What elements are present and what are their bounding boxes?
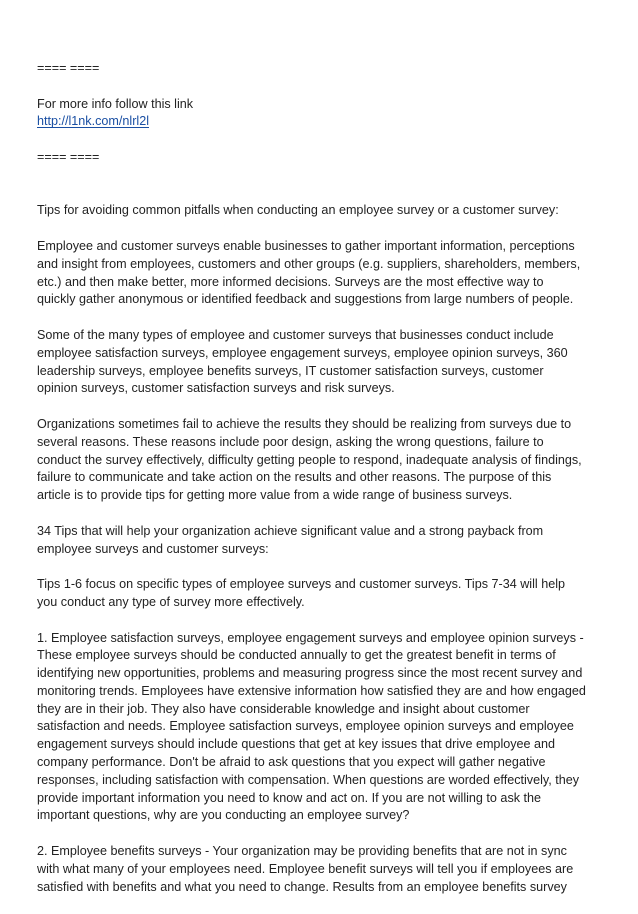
paragraph bbox=[37, 416, 607, 505]
paragraph bbox=[37, 327, 607, 398]
spacer bbox=[37, 78, 607, 96]
paragraph-line: identifying new opportunities, problems and measuring progress since the most recent survey and bbox=[37, 666, 583, 681]
paragraph-line: article is to provide tips for getting more value from a wide range of business surveys. bbox=[37, 488, 513, 503]
paragraph-line: satisfied with benefits and what you need to change. Results from an employee benefits survey bbox=[37, 879, 567, 894]
paragraph-line: employee surveys and customer surveys: bbox=[37, 541, 269, 556]
paragraph-line: These employee surveys should be conducted annually to get the greatest benefit in terms of bbox=[37, 648, 556, 663]
paragraph-line: responses, including satisfaction with compensation. When questions are worded effectively, they bbox=[37, 772, 580, 787]
more-info-link[interactable]: http://l1nk.com/nlrl2l bbox=[37, 114, 149, 129]
paragraph bbox=[37, 238, 607, 309]
spacer bbox=[37, 167, 607, 203]
paragraph-line: and insight from employees, customers and other groups (e.g. suppliers, shareholders, members, bbox=[37, 256, 581, 271]
separator-top: ==== ==== bbox=[37, 61, 100, 75]
paragraph bbox=[37, 630, 607, 826]
article-body bbox=[37, 202, 607, 896]
paragraph-line: Organizations sometimes fail to achieve the results they should be realizing from surveys due to bbox=[37, 416, 572, 431]
paragraph-line: failure to communicate and take action on the results and other reasons. The purpose of this bbox=[37, 470, 552, 485]
paragraph bbox=[37, 843, 607, 896]
paragraph-line: conduct the survey effectively, difficulty getting people to respond, inadequate analysis of findings, bbox=[37, 452, 582, 467]
paragraph bbox=[37, 576, 607, 612]
paragraph-line: Tips for avoiding common pitfalls when conducting an employee survey or a customer survey: bbox=[37, 203, 559, 218]
paragraph-line: quickly gather anonymous or identified feedback and suggestions from large numbers of people. bbox=[37, 292, 574, 307]
paragraph-line: you conduct any type of survey more effectively. bbox=[37, 594, 305, 609]
paragraph-line: they are in their job. They also have considerable knowledge and insight about customer bbox=[37, 701, 530, 716]
paragraph-line: 1. Employee satisfaction surveys, employee engagement surveys and employee opinion surveys - bbox=[37, 630, 584, 645]
separator-bottom: ==== ==== bbox=[37, 149, 100, 164]
paragraph-line: engagement surveys should include questions that get at key issues that drive employee and bbox=[37, 737, 556, 752]
paragraph-line: important questions, why are you conducting an employee survey? bbox=[37, 808, 410, 823]
document-page bbox=[37, 60, 607, 914]
paragraph-line: employee satisfaction surveys, employee engagement surveys, employee opinion surveys, 360 bbox=[37, 345, 568, 360]
paragraph-line: Some of the many types of employee and customer surveys that businesses conduct include bbox=[37, 327, 554, 342]
paragraph-line: provide important information you need to know and act on. If you are not willing to ask the bbox=[37, 790, 542, 805]
paragraph-line: 2. Employee benefits surveys - Your organization may be providing benefits that are not in sync bbox=[37, 844, 567, 859]
paragraph-line: company performance. Don't be afraid to ask questions that you expect will gather negative bbox=[37, 755, 546, 770]
spacer bbox=[37, 131, 607, 149]
paragraph bbox=[37, 523, 607, 559]
paragraph-line: several reasons. These reasons include poor design, asking the wrong questions, failure to bbox=[37, 434, 544, 449]
paragraph-line: Employee and customer surveys enable businesses to gather important information, perceptions bbox=[37, 238, 575, 253]
paragraph-line: opinion surveys, customer satisfaction surveys and risk surveys. bbox=[37, 381, 395, 396]
paragraph-line: with what many of your employees need. Employee benefit surveys will tell you if employees are bbox=[37, 861, 574, 876]
paragraph-line: 34 Tips that will help your organization achieve significant value and a strong payback from bbox=[37, 523, 544, 538]
paragraph-line: satisfaction and needs. Employee satisfaction surveys, employee opinion surveys and employee bbox=[37, 719, 574, 734]
paragraph-line: leadership surveys, employee benefits surveys, IT customer satisfaction surveys, customer bbox=[37, 363, 544, 378]
paragraph-line: Tips 1-6 focus on specific types of employee surveys and customer surveys. Tips 7-34 will help bbox=[37, 577, 566, 592]
paragraph-line: monitoring trends. Employees have extensive information how satisfied they are and how engaged bbox=[37, 683, 586, 698]
paragraph-line: etc.) and then make better, more informed decisions. Surveys are the most effective way to bbox=[37, 274, 544, 289]
more-info-text: For more info follow this link bbox=[37, 96, 194, 111]
paragraph bbox=[37, 202, 607, 220]
